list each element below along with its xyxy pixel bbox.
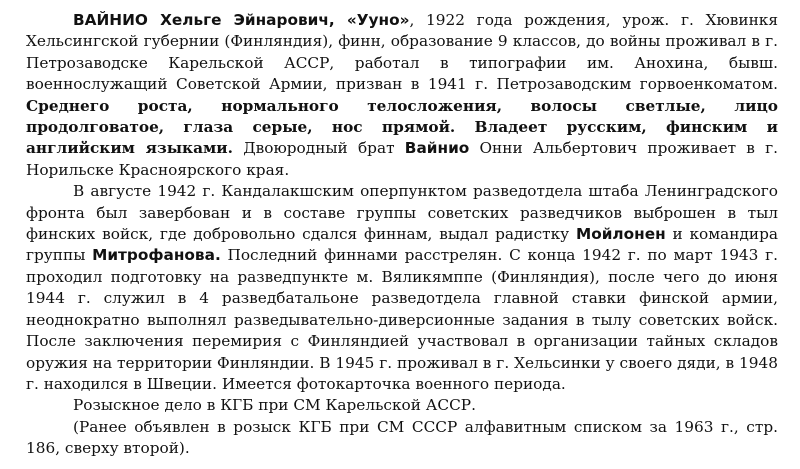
entry-relative-details: Онни Альбертович проживает в г. Норильске Красноярского края. — [26, 139, 779, 179]
entry-paragraph-identity — [26, 10, 778, 181]
entry-physical-description: Среднего роста, нормального телосложения, волосы светлые, лицо продолговатое, глаза серые, нос прямой. Владеет русским, финским и английским языками. — [26, 96, 778, 158]
entry-previous-listing-note: (Ранее объявлен в розыск КГБ при СМ СССР алфавитным списком за 1963 г., стр. 186, сверху второй). — [26, 417, 778, 458]
entry-biography-text: , 1922 года рождения, урож. г. Хювинкя Хельсингской губернии (Финляндия), финн, образование 9 классов, до войны проживал в г. Петрозаводске Карельской АССР, работал в типографии им. Анохина, бывш. военнослужащий Советской Армии, призван в 1941 г. Петрозаводским горвоенкоматом. — [26, 11, 778, 94]
entry-radio-operator-name: Мойлонен — [575, 225, 666, 244]
entry-activity-text-3: Последний финнами расстрелян. С конца 1942 г. по март 1943 г. проходил подготовку на разведпункте м. Вяликямппе (Финляндия), после чего до июня 1944 г. служил в 4 разведбатальоне разведотдела главной ставки финской армии, неоднократно выполнял разведывательно-диверсионные задания в тылу советских войск. После заключения перемирия с Финляндией участвовал в организации тайных складов оружия на территории Финляндии. В 1945 г. проживал в г. Хельсинки у своего дяди, в 1948 г. находился в Швеции. Имеется фотокарточка военного периода. — [26, 246, 778, 393]
entry-activity-text-2: и командира группы — [26, 225, 778, 265]
entry-activity-text-1: В августе 1942 г. Кандалакшским оперпунктом разведотдела штаба Ленинградского фронта был завербован и в составе группы советских разведчиков выброшен в тыл финских войск, где добровольно сдался финнам, выдал радистку — [26, 182, 778, 244]
entry-search-file-note: Розыскное дело в КГБ при СМ Карельской АССР. — [73, 396, 476, 415]
entry-heading-name: ВАЙНИО Хельге Эйнарович, «Ууно» — [73, 11, 410, 29]
entry-relative-surname: Вайнио — [404, 139, 470, 158]
entry-paragraph-activity — [26, 181, 778, 395]
entry-commander-name: Митрофанова. — [92, 246, 221, 265]
document-page — [26, 10, 778, 460]
entry-relative-intro: Двоюродный брат — [232, 139, 405, 158]
